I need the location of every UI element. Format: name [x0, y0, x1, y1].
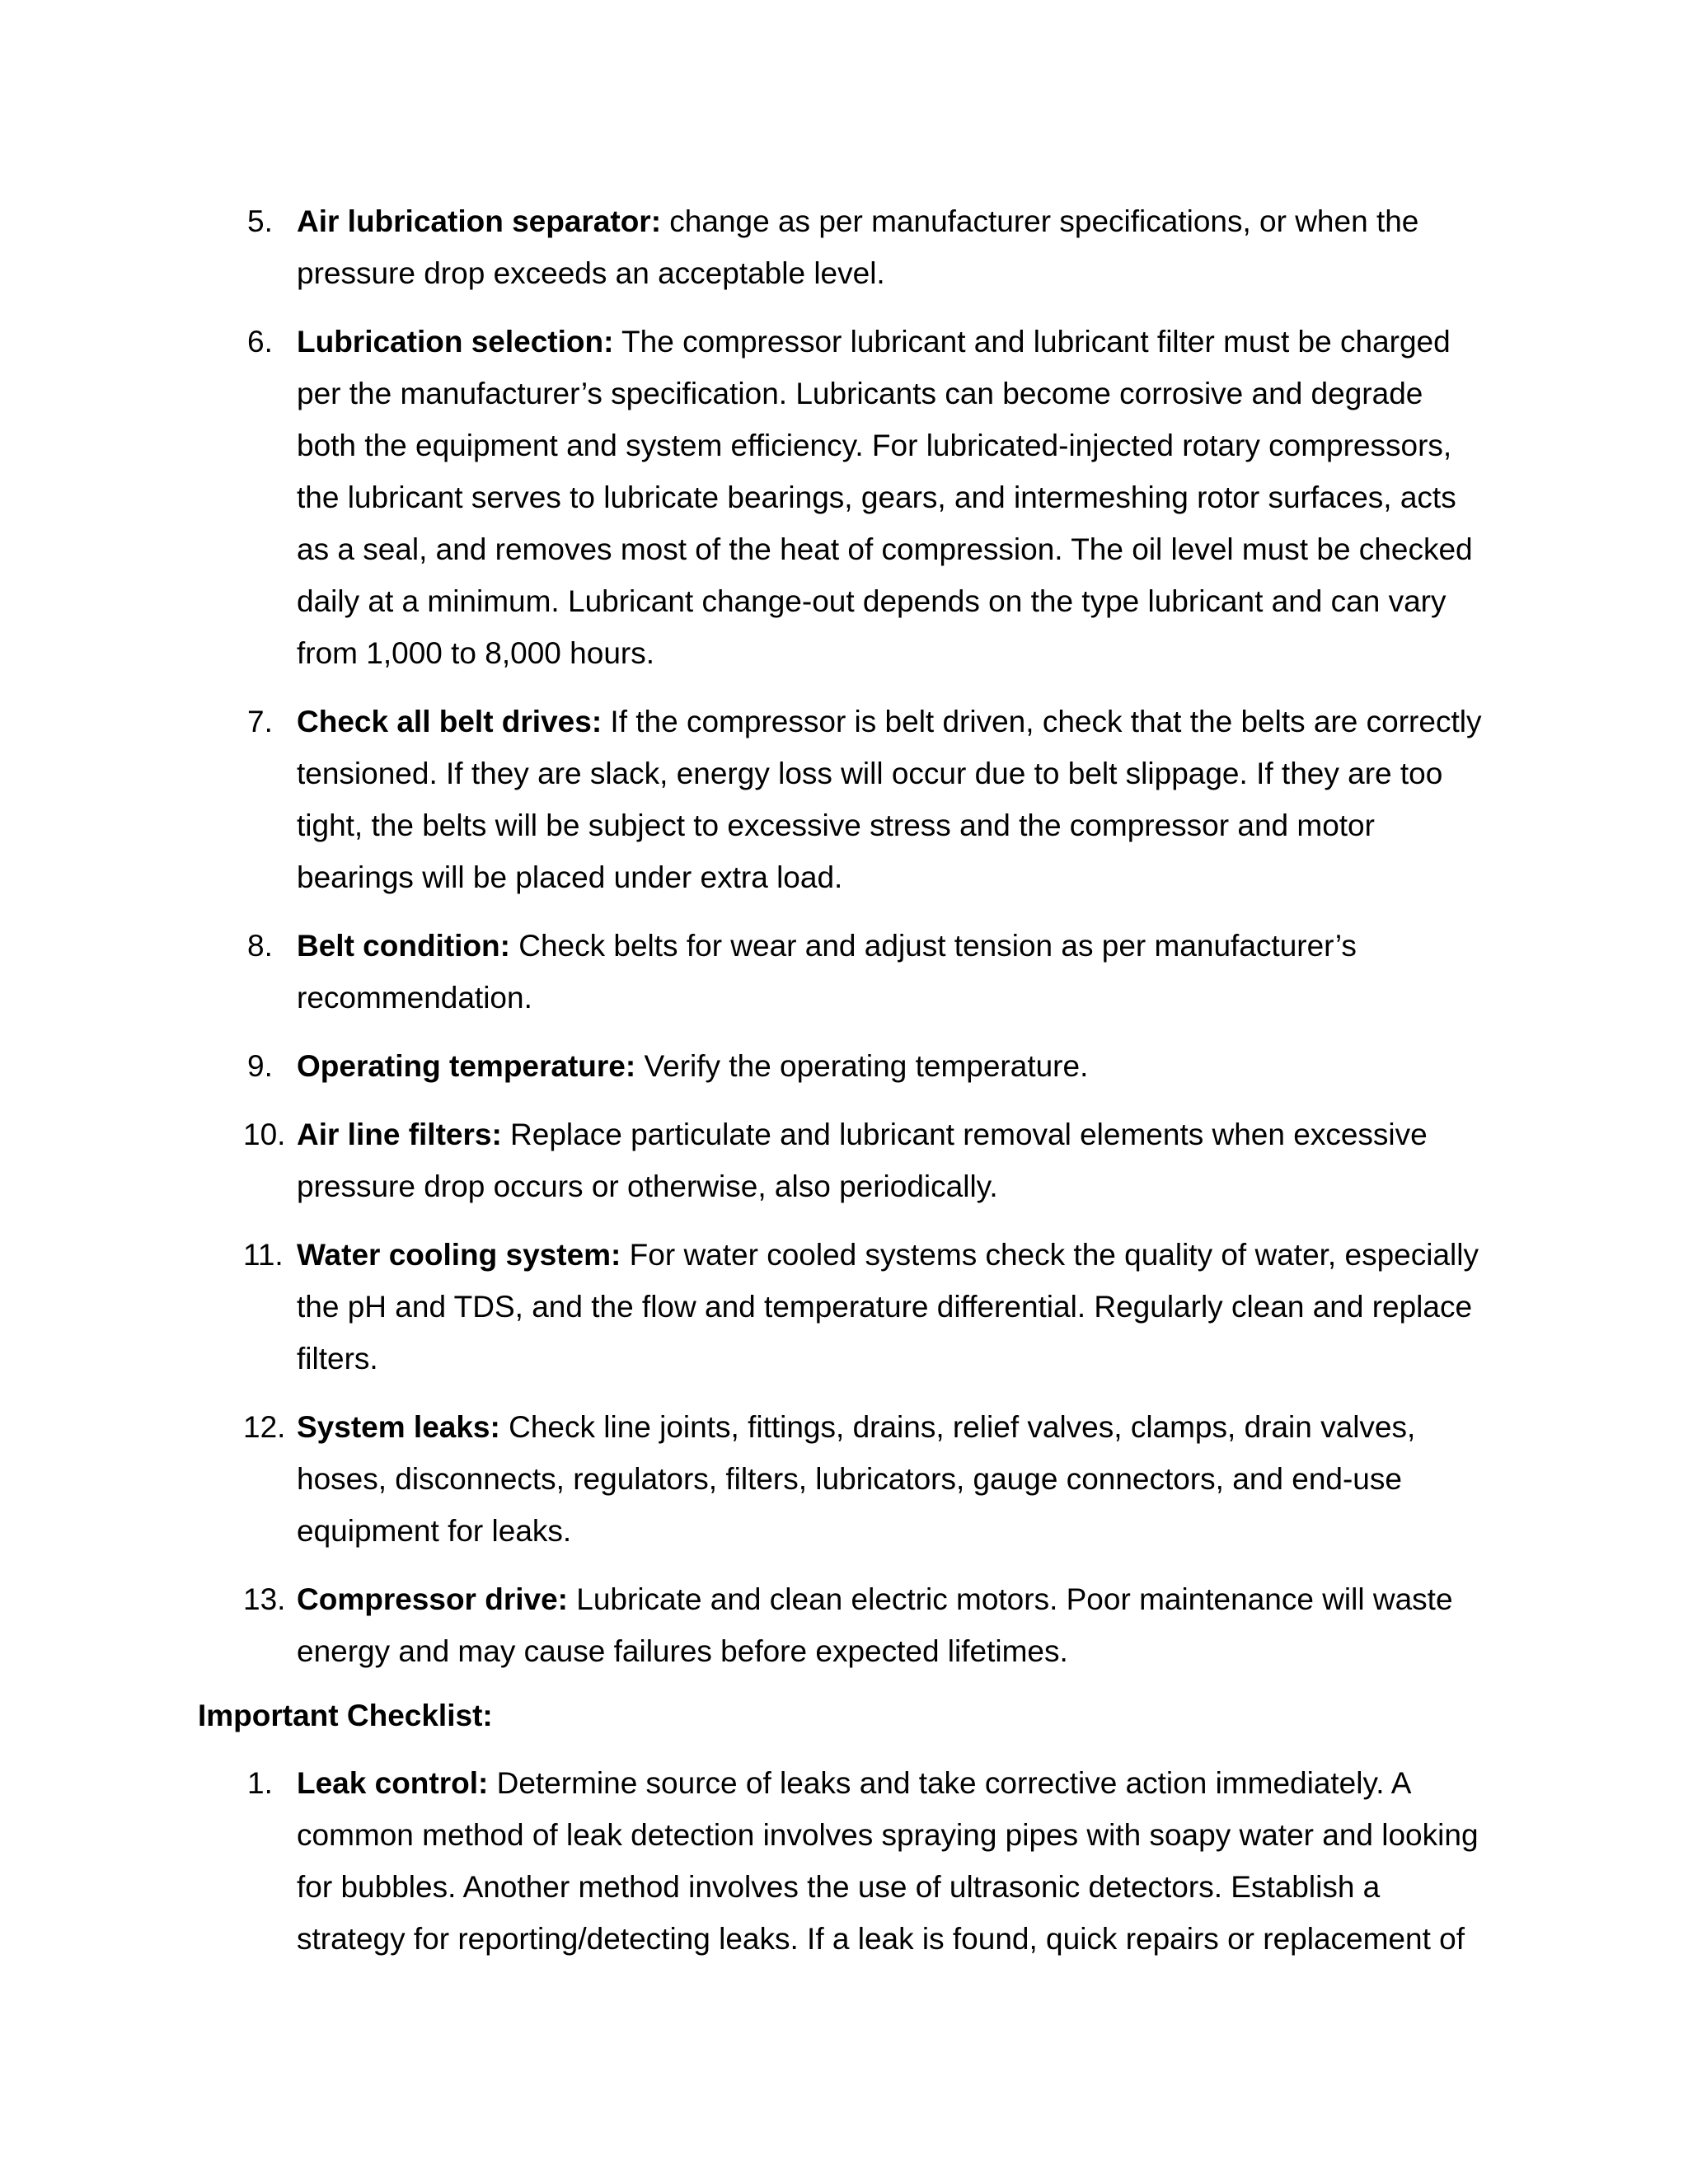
item-term: Water cooling system:	[297, 1238, 621, 1272]
item-number: 12.	[243, 1410, 286, 1444]
item-number: 5.	[247, 204, 273, 238]
list-item	[198, 1229, 1484, 1385]
list-item	[198, 195, 1484, 299]
item-term: Operating temperature:	[297, 1049, 636, 1083]
item-text: Verify the operating temperature.	[635, 1049, 1089, 1083]
section-heading: Important Checklist:	[198, 1699, 493, 1732]
item-text: Replace particulate and lubricant removal elements when excessive pressure drop occurs or otherwise, also periodically.	[297, 1118, 1428, 1203]
item-term: Compressor drive:	[297, 1582, 568, 1616]
item-text: For water cooled systems check the quality of water, especially the pH and TDS, and the flow and temperature differential. Regularly clean and replace filters.	[297, 1238, 1479, 1376]
maintenance-list	[198, 195, 1484, 1694]
item-term: Air lubrication separator:	[297, 204, 662, 238]
item-number: 7.	[247, 705, 273, 738]
item-text: Check line joints, fittings, drains, relief valves, clamps, drain valves, hoses, disconnects, regulators, filters, lubricators, gauge connectors, and end-use equipment for leaks.	[297, 1410, 1416, 1548]
list-item	[198, 920, 1484, 1024]
item-number: 10.	[243, 1118, 286, 1151]
item-number: 11.	[243, 1238, 284, 1272]
item-text: If the compressor is belt driven, check that the belts are correctly tensioned. If they are slack, energy loss will occur due to belt slippage. If they are too tight, the belts will be subject to excessive stress and the compressor and motor bearings will be placed under extra load.	[297, 705, 1482, 894]
item-text: Lubricate and clean electric motors. Poor maintenance will waste energy and may cause failures before expected lifetimes.	[297, 1582, 1453, 1668]
item-text: change as per manufacturer specifications, or when the pressure drop exceeds an acceptable level.	[297, 204, 1419, 290]
list-item	[198, 696, 1484, 903]
item-number: 13.	[243, 1582, 286, 1616]
item-term: Lubrication selection:	[297, 325, 614, 359]
list-item	[198, 1040, 1484, 1092]
list-item	[198, 1573, 1484, 1677]
list-item	[198, 1401, 1484, 1557]
item-number: 8.	[247, 929, 273, 963]
item-number: 1.	[247, 1766, 273, 1800]
item-term: Belt condition:	[297, 929, 510, 963]
item-term: System leaks:	[297, 1410, 500, 1444]
item-text: The compressor lubricant and lubricant filter must be charged per the manufacturer’s specification. Lubricants can become corrosive and degrade both the equipment and system efficiency. For lubricated-injected rotary compressors, the lubricant serves to lubricate bearings, gears, and intermeshing rotor surfaces, acts as a seal, and removes most of the heat of compression. The oil level must be checked daily at a minimum. Lubricant change-out depends on the type lubricant and can vary from 1,000 to 8,000 hours.	[297, 325, 1473, 670]
list-item	[198, 316, 1484, 679]
item-term: Leak control:	[297, 1766, 489, 1800]
item-number: 9.	[247, 1049, 273, 1083]
item-text: Check belts for wear and adjust tension as per manufacturer’s recommendation.	[297, 929, 1357, 1015]
item-text: Determine source of leaks and take corrective action immediately. A common method of leak detection involves spraying pipes with soapy water and looking for bubbles. Another method involves the use of ultrasonic detectors. Establish a strategy for reporting/detecting leaks. If a leak is found, quick repairs or replacement of	[297, 1766, 1479, 1956]
list-item	[198, 1108, 1484, 1212]
item-term: Air line filters:	[297, 1118, 502, 1151]
list-item	[198, 1757, 1484, 1965]
item-number: 6.	[247, 325, 273, 359]
item-term: Check all belt drives:	[297, 705, 603, 738]
checklist-list	[198, 1757, 1484, 1981]
